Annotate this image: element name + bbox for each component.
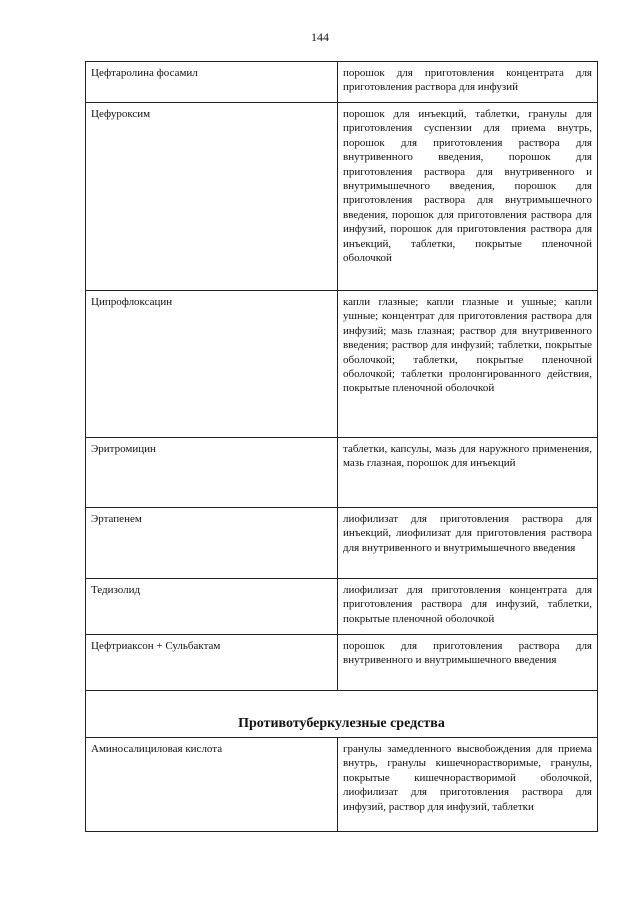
drug-name: Аминосалициловая кислота [86, 738, 338, 832]
table-row [86, 579, 598, 635]
dosage-form: лиофилизат для приготовления раствора для инъекций, лиофилизат для приготовления раствора для внутривенного и внутримышечного введения [338, 508, 598, 579]
dosage-form: гранулы замедленного высвобождения для приема внутрь, гранулы кишечнорастворимые, гранулы, покрытые кишечнорастворимой оболочкой, лиофилизат для приготовления раствора для инфузий, раствор для инфузий, таблетки [338, 738, 598, 832]
table-row [86, 103, 598, 291]
table-row [86, 438, 598, 508]
table-row [86, 508, 598, 579]
dosage-form: порошок для приготовления концентрата для приготовления раствора для инфузий [338, 62, 598, 103]
section-title: Противотуберкулезные средства [86, 691, 598, 738]
drug-name: Тедизолид [86, 579, 338, 635]
drug-name: Цефтриаксон + Сульбактам [86, 635, 338, 691]
table-row [86, 291, 598, 438]
drug-name: Ципрофлоксацин [86, 291, 338, 438]
dosage-form: капли глазные; капли глазные и ушные; капли ушные; концентрат для приготовления раствора для инфузий; мазь глазная; раствор для внутривенного введения; раствор для инфузий; таблетки, покрытые оболочкой; таблетки, покрытые пленочной оболочкой; таблетки пролонгированного действия, покрытые пленочной оболочкой [338, 291, 598, 438]
table-row [86, 635, 598, 691]
drug-table [85, 61, 598, 832]
section-header-row [86, 691, 598, 738]
page-number: 144 [311, 30, 329, 44]
dosage-form: порошок для приготовления раствора для внутривенного и внутримышечного введения [338, 635, 598, 691]
table-row [86, 62, 598, 103]
drug-name: Эритромицин [86, 438, 338, 508]
dosage-form: порошок для инъекций, таблетки, гранулы для приготовления суспензии для приема внутрь, порошок для приготовления раствора для внутривенного введения, порошок для приготовления раствора для внутривенного и внутримышечного введения, порошок для приготовления раствора для внутримышечного введения, порошок для приготовления раствора для инфузий, порошок для приготовления раствора для инъекций, таблетки, покрытые пленочной оболочкой [338, 103, 598, 291]
drug-name: Эртапенем [86, 508, 338, 579]
dosage-form: лиофилизат для приготовления концентрата для приготовления раствора для инфузий, таблетки, покрытые пленочной оболочкой [338, 579, 598, 635]
table-row [86, 738, 598, 832]
drug-name: Цефуроксим [86, 103, 338, 291]
drug-name: Цефтаролина фосамил [86, 62, 338, 103]
dosage-form: таблетки, капсулы, мазь для наружного применения, мазь глазная, порошок для инъекций [338, 438, 598, 508]
